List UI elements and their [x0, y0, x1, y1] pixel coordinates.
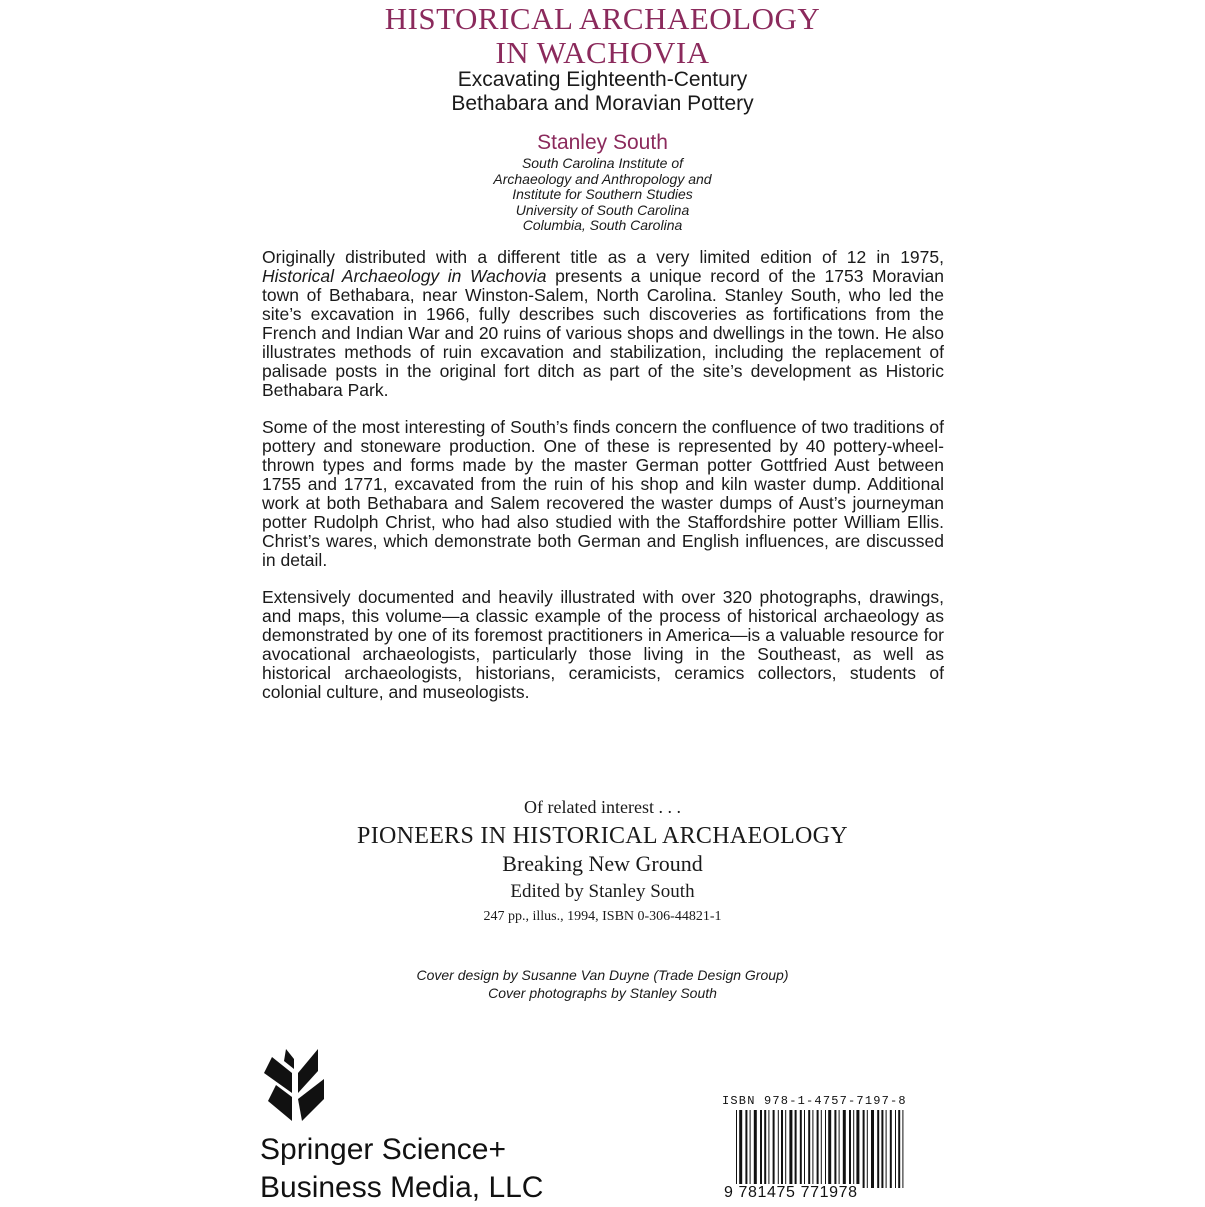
barcode-bar [795, 1110, 797, 1188]
description-text: presents a unique record of the 1753 Moravian town of Bethabara, near Winston-Salem, North Carolina. Stanley South, who led the site’s excavation in 1966, fully describes such discoveries as fortifications from the French and Indian War and 20 ruins of various shops and dwellings in the town. He also illustrates methods of ruin excavation and stabilization, including the replacement of palisade posts in the original fort ditch as part of the site’s development as Historic Bethabara Park. [262, 266, 944, 400]
title-line-2: IN WACHOVIA [495, 35, 710, 70]
publisher-line-1: Springer Science+ [260, 1133, 506, 1166]
barcode-bar [871, 1110, 874, 1188]
barcode-bar [750, 1110, 751, 1188]
barcode-bar [839, 1110, 840, 1188]
book-title [0, 2, 1205, 70]
description-text: Originally distributed with a different title as a very limited edition of 12 in 1975, [262, 247, 944, 267]
barcode-bar [736, 1110, 737, 1188]
barcode-bar [863, 1110, 865, 1188]
barcode-bar [768, 1110, 769, 1188]
barcode-bar [890, 1110, 892, 1188]
related-editor: Edited by Stanley South [510, 881, 695, 902]
author-affiliation [0, 156, 1205, 234]
subtitle-line-2: Bethabara and Moravian Pottery [451, 92, 754, 115]
isbn-label: ISBN 978-1-4757-7197-8 [722, 1094, 907, 1108]
barcode-digits: 9 781475 771978 [724, 1184, 858, 1201]
description-paragraph-1 [262, 248, 944, 400]
barcode-bar [877, 1110, 879, 1188]
barcode-bar [754, 1110, 757, 1188]
barcode-bar [778, 1110, 779, 1188]
cover-credits [0, 966, 1205, 1002]
barcode-bar [853, 1110, 854, 1188]
barcode-bar [812, 1110, 813, 1188]
description-paragraph-3: Extensively documented and heavily illustrated with over 320 photographs, drawings, and maps, this volume—a classic example of the process of historical archaeology as demonstrated by one of its foremost practitioners in America—is a valuable resource for avocational archaeologists, particularly those living in the Southeast, as well as historical archaeologists, historians, ceramicists, ceramics collectors, students of colonial culture, and museologists. [262, 587, 944, 702]
description-paragraph-2: Some of the most interesting of South’s finds concern the confluence of two traditions of pottery and stoneware production. One of these is represented by 40 pottery-wheel-thrown types and forms made by the master German potter Gottfried Aust between 1755 and 1771, excavated from the ruin of his shop and kiln waster dump. Additional work at both Bethabara and Salem recovered the waster dumps of Aust’s journeyman potter Rudolph Christ, who had also studied with the Staffordshire potter William Ellis. Christ’s wares, which demonstrate both German and English influences, are discussed in detail. [262, 417, 944, 570]
barcode-bar [773, 1110, 775, 1188]
barcode-bar [881, 1110, 883, 1188]
book-subtitle [0, 68, 1205, 116]
related-info: 247 pp., illus., 1994, ISBN 0-306-44821-1 [483, 909, 722, 924]
barcode-bar [849, 1110, 851, 1188]
barcode-bar [745, 1110, 747, 1188]
springer-horse-logo-icon [262, 1045, 328, 1123]
related-heading: Of related interest . . . [524, 797, 681, 817]
barcode-bar [800, 1110, 802, 1188]
barcode-bar [886, 1110, 887, 1188]
affiliation-line: Columbia, South Carolina [522, 217, 683, 233]
barcode-icon [734, 1110, 910, 1188]
barcode-bar [825, 1110, 826, 1188]
cover-design-credit: Cover design by Susanne Van Duyne (Trade Design Group) [416, 967, 789, 983]
related-title: PIONEERS IN HISTORICAL ARCHAEOLOGY [357, 823, 848, 849]
barcode-bar [804, 1110, 805, 1188]
barcode-bar [843, 1110, 846, 1188]
affiliation-line: University of South Carolina [515, 201, 690, 218]
author-name: Stanley South [537, 131, 668, 154]
barcode-bar [821, 1110, 822, 1188]
barcode-bar [739, 1110, 742, 1188]
affiliation-line: Institute for Southern Studies [512, 186, 693, 202]
publisher-line-2: Business Media, LLC [260, 1171, 544, 1204]
barcode-bar [828, 1110, 831, 1188]
affiliation-line: Archaeology and Anthropology and [493, 170, 712, 187]
description-italic-title: Historical Archaeology in Wachovia [262, 266, 547, 286]
barcode-bar [834, 1110, 836, 1188]
barcode-bar [898, 1110, 900, 1188]
barcode-bar [817, 1110, 819, 1188]
barcode-bar [856, 1110, 859, 1188]
barcode-bar [760, 1110, 762, 1188]
subtitle-line-1: Excavating Eighteenth-Century [457, 68, 748, 91]
barcode-bar [895, 1110, 896, 1188]
barcode-bar [808, 1110, 810, 1188]
book-description [262, 248, 944, 702]
barcode-bar [867, 1110, 868, 1188]
title-line-1: HISTORICAL ARCHAEOLOGY [384, 1, 821, 36]
affiliation-line: South Carolina Institute of [521, 155, 684, 171]
cover-photo-credit: Cover photographs by Stanley South [488, 985, 717, 1001]
barcode-bar [785, 1110, 786, 1188]
publisher-name [260, 1131, 543, 1207]
related-subtitle: Breaking New Ground [502, 851, 703, 876]
barcode-bar [902, 1110, 903, 1188]
barcode-bar [781, 1110, 783, 1188]
barcode-bar [764, 1110, 766, 1188]
barcode-bar [789, 1110, 792, 1188]
